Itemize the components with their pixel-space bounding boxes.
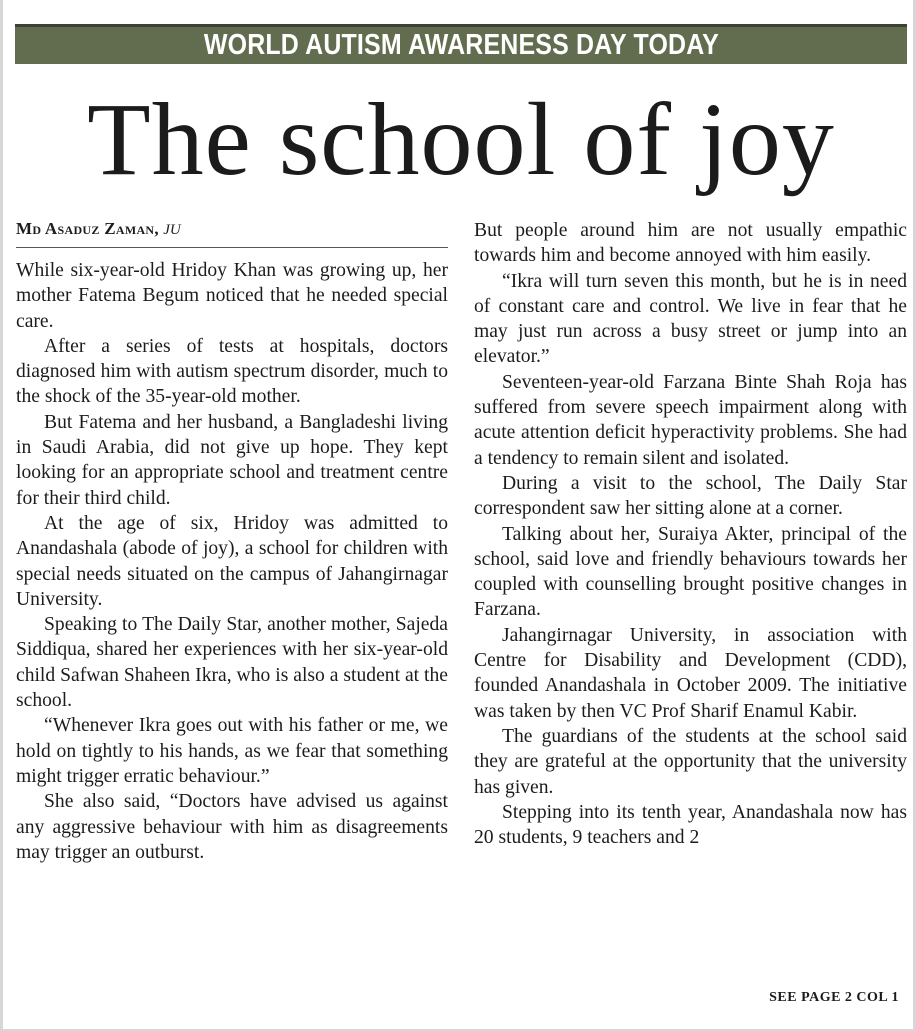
paragraph: But Fatema and her husband, a Bangladeshi living in Saudi Arabia, did not give up hope. They kept looking for an appropriate school and treatment centre for their third child. bbox=[16, 411, 448, 509]
headline: The school of joy bbox=[87, 82, 835, 197]
paragraph: Speaking to The Daily Star, another mother, Sajeda Siddiqua, shared her experiences with her six-year-old child Safwan Shaheen Ikra, who is also a student at the school. bbox=[16, 614, 448, 712]
byline-author: Md Asaduz Zaman, bbox=[16, 219, 159, 238]
paragraph: Talking about her, Suraiya Akter, principal of the school, said love and friendly behaviours towards her coupled with counselling brought positive changes in Farzana. bbox=[474, 523, 907, 621]
paragraph: While six-year-old Hridoy Khan was growing up, her mother Fatema Begum noticed that he needed special care. bbox=[16, 260, 448, 332]
paragraph: During a visit to the school, The Daily Star correspondent saw her sitting alone at a corner. bbox=[474, 472, 907, 520]
byline bbox=[16, 218, 448, 248]
paragraph: “Ikra will turn seven this month, but he is in need of constant care and control. We live in fear that he may just run across a busy street or jump into an elevator.” bbox=[474, 270, 907, 368]
article-column-right bbox=[474, 218, 907, 1018]
paragraph: “Whenever Ikra goes out with his father or me, we hold on tightly to his hands, as we fear that something might trigger erratic behaviour.” bbox=[16, 715, 448, 787]
paragraph: Seventeen-year-old Farzana Binte Shah Roja has suffered from severe speech impairment along with acute attention deficit hyperactivity problems. She had a tendency to remain silent and isolated. bbox=[474, 371, 907, 469]
paragraph: Jahangirnagar University, in association with Centre for Disability and Development (CDD), founded Anandashala in October 2009. The initiative was taken by then VC Prof Sharif Enamul Kabir. bbox=[474, 624, 907, 722]
paragraph: But people around him are not usually empathic towards him and become annoyed with him easily. bbox=[474, 220, 907, 267]
paragraph: Stepping into its tenth year, Anandashala now has 20 students, 9 teachers and 2 bbox=[474, 801, 907, 849]
paragraph: After a series of tests at hospitals, doctors diagnosed him with autism spectrum disorder, much to the shock of the 35-year-old mother. bbox=[16, 335, 448, 408]
continuation-note: SEE PAGE 2 COL 1 bbox=[769, 990, 899, 1005]
kicker-text: WORLD AUTISM AWARENESS DAY TODAY bbox=[203, 29, 719, 61]
paragraph: At the age of six, Hridoy was admitted to Anandashala (abode of joy), a school for children with special needs situated on the campus of Jahangirnagar University. bbox=[16, 512, 448, 610]
paragraph: The guardians of the students at the school said they are grateful at the opportunity that the university has given. bbox=[474, 725, 907, 798]
section-banner bbox=[15, 24, 907, 64]
article-column-left bbox=[16, 218, 448, 1018]
paragraph: She also said, “Doctors have advised us against any aggressive behaviour with him as disagreements may trigger an outburst. bbox=[16, 791, 448, 863]
byline-affiliation: JU bbox=[163, 222, 181, 238]
